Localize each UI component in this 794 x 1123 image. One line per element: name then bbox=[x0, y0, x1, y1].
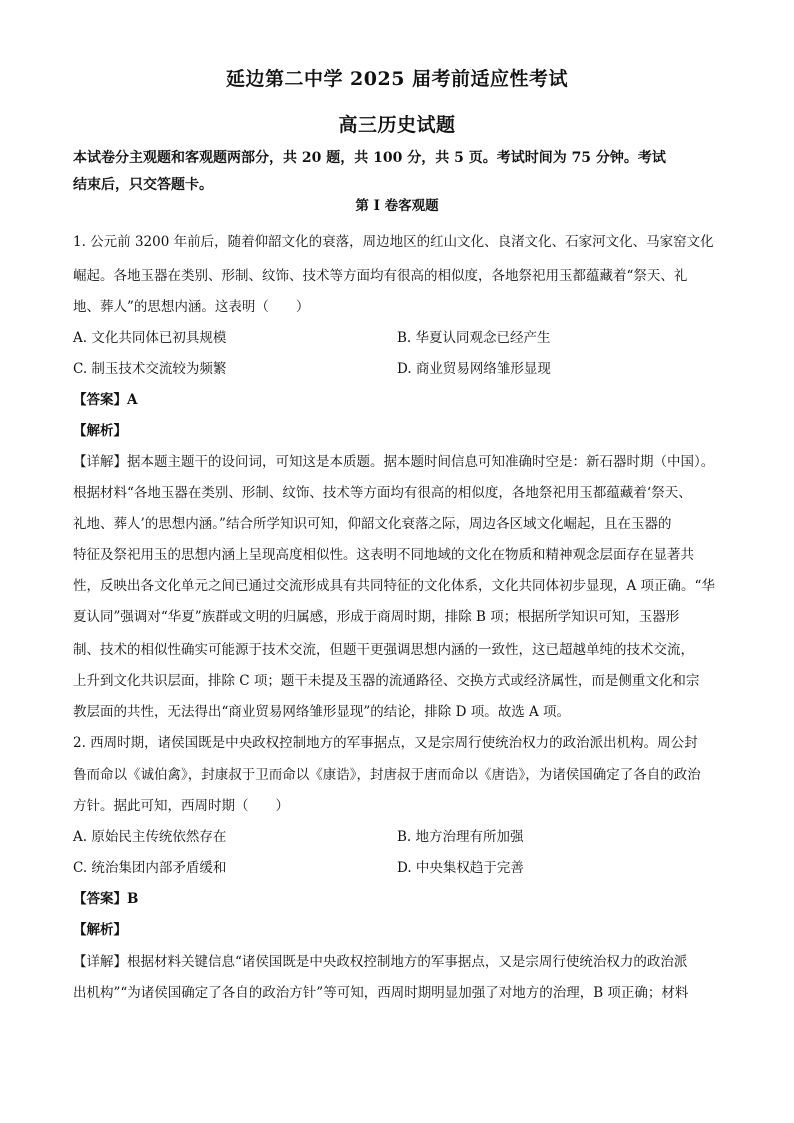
section-heading: 第 I 卷客观题 bbox=[355, 198, 439, 214]
q1-detail-line: 礼地、葬人’的思想内涵。”结合所学知识可知，仰韶文化衰落之际，周边各区域文化崛起，且在玉器的 bbox=[73, 516, 672, 532]
q2-option-c: C. 统治集团内部矛盾缓和 bbox=[73, 860, 227, 876]
q1-stem-line: 地、葬人”的思想内涵。这表明（ ） bbox=[73, 299, 310, 315]
q1-detail-line: 夏认同”强调对“华夏”族群或文明的归属感，形成于商周时期，排除 B 项；根据所学知识可知，玉器形 bbox=[73, 609, 680, 625]
q2-stem-line: 方针。据此可知，西周时期（ ） bbox=[73, 798, 289, 814]
q1-stem-line: 1. 公元前 3200 年前后，随着仰韶文化的衰落，周边地区的红山文化、良渚文化、石家河文化、马家窑文化 bbox=[73, 234, 714, 250]
q2-answer: 【答案】B bbox=[73, 891, 139, 907]
q1-detail-line: 特征及祭祀用玉的思想内涵上呈现高度相似性。这表明不同地域的文化在物质和精神观念层面存在显著共 bbox=[73, 547, 694, 563]
q1-detail-line: 教层面的共性，无法得出“商业贸易网络雏形显现”的结论，排除 D 项。故选 A 项。 bbox=[73, 704, 571, 720]
q2-stem-line: 鲁而命以《诚伯禽》，封康叔于卫而命以《康诰》，封唐叔于唐而命以《唐诰》，为诸侯国确定了各自的政治 bbox=[73, 767, 701, 783]
q1-answer: 【答案】A bbox=[73, 392, 138, 408]
q1-detail-line: 上升到文化共识层面，排除 C 项；题干未提及玉器的流通路径、交换方式或经济属性，而是侧重文化和宗 bbox=[73, 673, 700, 689]
q1-option-d: D. 商业贸易网络雏形显现 bbox=[397, 361, 551, 377]
q2-option-a: A. 原始民主传统依然存在 bbox=[73, 829, 227, 845]
q2-detail-line: 【详解】根据材料关键信息“诸侯国既是中央政权控制地方的军事据点，又是宗周行使统治权力的政治派 bbox=[73, 954, 688, 970]
instructions-line: 本试卷分主观题和客观题两部分，共 20 题，共 100 分，共 5 页。考试时间为 75 分钟。考试 bbox=[73, 150, 666, 166]
exam-title: 延边第二中学 2025 届考前适应性考试 bbox=[225, 68, 569, 90]
q2-option-d: D. 中央集权趋于完善 bbox=[397, 860, 524, 876]
q1-stem-line: 崛起。各地玉器在类别、形制、纹饰、技术等方面均有很高的相似度，各地祭祀用玉都蕴藏着“祭天、礼 bbox=[73, 268, 688, 284]
q1-detail-line: 根据材料“各地玉器在类别、形制、纹饰、技术等方面均有很高的相似度，各地祭祀用玉都蕴藏着‘祭天、 bbox=[73, 485, 692, 501]
exam-instructions bbox=[73, 145, 728, 199]
q1-detail-line: 【详解】据本题主题干的设问词，可知这是本质题。据本题时间信息可知准确时空是：新石器时期（中国）。 bbox=[73, 454, 715, 470]
q1-option-b: B. 华夏认同观念已经产生 bbox=[397, 330, 551, 346]
q1-analysis-label: 【解析】 bbox=[73, 423, 127, 439]
q2-option-b: B. 地方治理有所加强 bbox=[397, 829, 524, 845]
exam-subtitle: 高三历史试题 bbox=[338, 114, 456, 136]
instructions-line: 结束后，只交答题卡。 bbox=[73, 177, 213, 193]
q1-option-c: C. 制玉技术交流较为频繁 bbox=[73, 361, 227, 377]
q2-stem-line: 2. 西周时期，诸侯国既是中央政权控制地方的军事据点，又是宗周行使统治权力的政治派出机构。周公封 bbox=[73, 735, 698, 751]
q2-analysis-label: 【解析】 bbox=[73, 922, 127, 938]
q1-detail-line: 制、技术的相似性确实可能源于技术交流，但题干更强调思想内涵的一致性，这已超越单纯的技术交流， bbox=[73, 642, 694, 658]
q2-detail-line: 出机构”“为诸侯国确定了各自的政治方针”等可知，西周时期明显加强了对地方的治理，B 项正确；材料 bbox=[73, 985, 689, 1001]
q1-detail-line: 性，反映出各文化单元之间已通过交流形成具有共同特征的文化体系，文化共同体初步显现，A 项正确。“华 bbox=[73, 578, 715, 594]
q1-option-a: A. 文化共同体已初具规模 bbox=[73, 330, 227, 346]
